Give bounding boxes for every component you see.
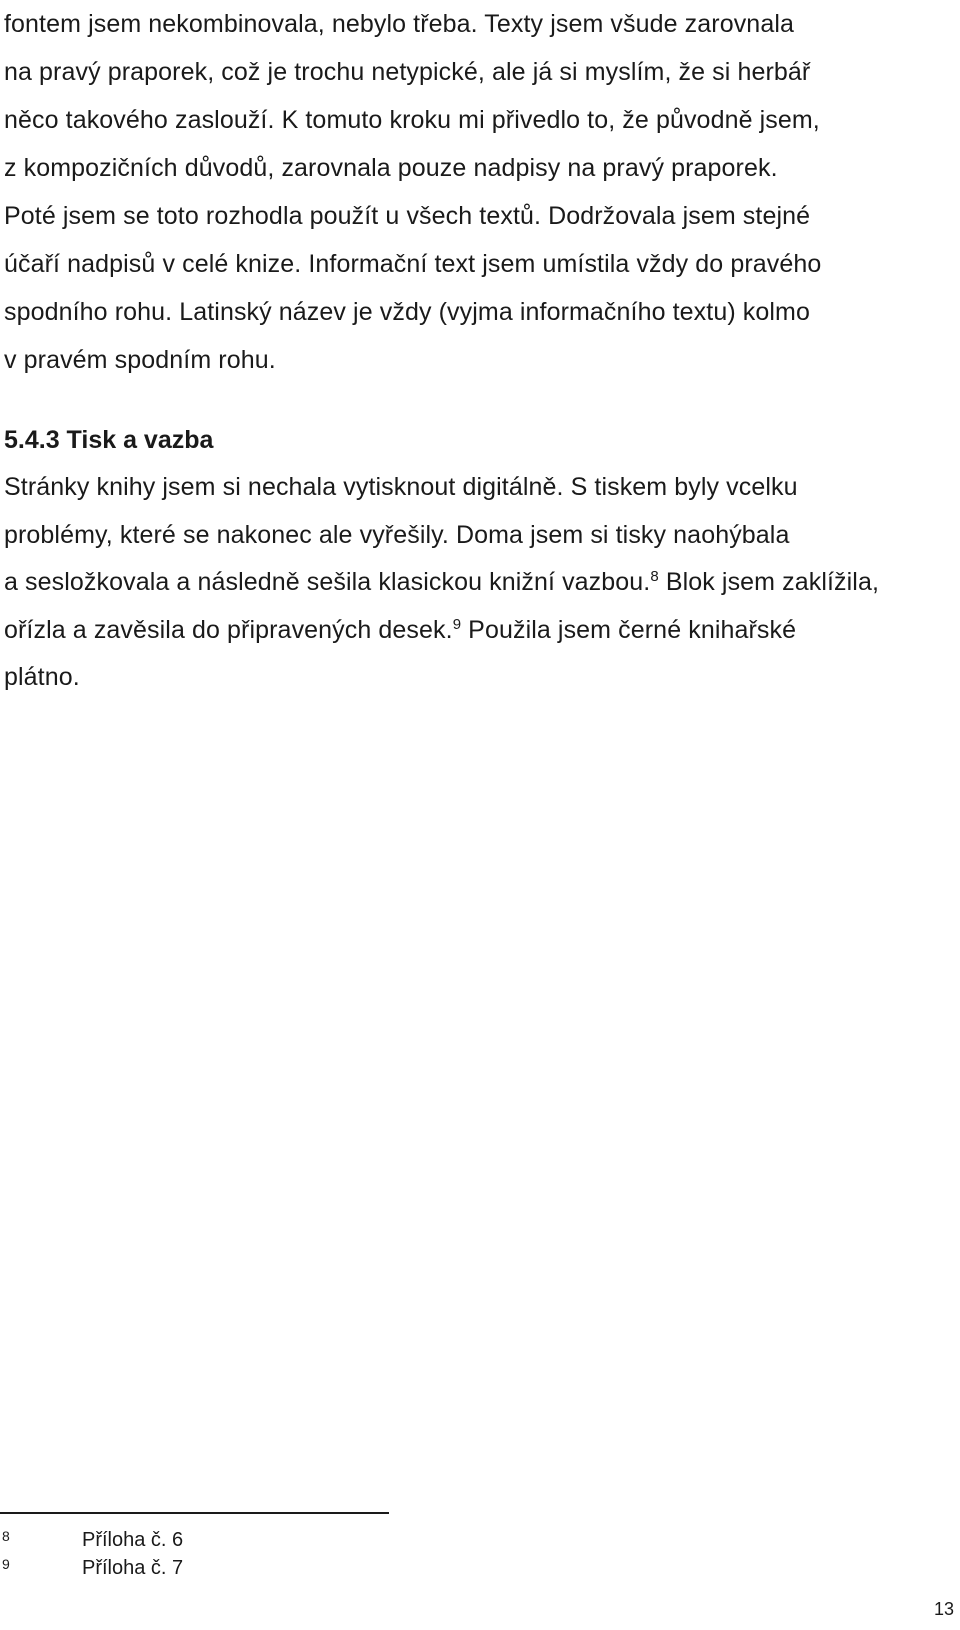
paragraph-print-binding <box>4 464 954 702</box>
footnote-text: Příloha č. 7 <box>82 1557 184 1579</box>
footnote <box>0 1526 400 1554</box>
paragraph-line: v pravém spodním rohu. <box>4 346 276 374</box>
footnote <box>0 1554 400 1582</box>
page-number: 13 <box>933 1599 954 1619</box>
paragraph-line: spodního rohu. Latinský název je vždy (vyjma informačního textu) kolmo <box>4 298 810 326</box>
paragraph-line: na pravý praporek, což je trochu netypické, ale já si myslím, že si herbář <box>4 58 811 86</box>
section-heading: 5.4.3 Tisk a vazba <box>4 426 214 454</box>
paragraph-line: fontem jsem nekombinovala, nebylo třeba. Texty jsem všude zarovnala <box>4 10 794 38</box>
paragraph-line: Stránky knihy jsem si nechala vytisknout digitálně. S tiskem byly vcelku <box>4 473 798 501</box>
paragraph-line: něco takového zaslouží. K tomuto kroku mi přivedlo to, že původně jsem, <box>4 106 820 134</box>
paragraph-line: problémy, které se nakonec ale vyřešily. Doma jsem si tisky naohýbala <box>4 520 790 549</box>
paragraph-line: Poté jsem se toto rozhodla použít u všech textů. Dodržovala jsem stejné <box>4 202 811 230</box>
footnote-number: 8 <box>2 1528 10 1544</box>
footnote-reference[interactable]: 9 <box>452 615 462 633</box>
line-text: a sesložkovala a následně sešila klasickou knižní vazbou. <box>4 568 651 596</box>
footnote-separator <box>0 1512 389 1514</box>
line-text: ořízla a zavěsila do připravených desek. <box>4 615 453 644</box>
paragraph-line: účaří nadpisů v celé knize. Informační text jsem umístila vždy do pravého <box>4 250 822 278</box>
line-text: Blok jsem zaklížila, <box>658 568 880 596</box>
footnote-number: 9 <box>2 1556 10 1572</box>
paragraph-line <box>4 559 954 607</box>
paragraph-line: z kompozičních důvodů, zarovnala pouze nadpisy na pravý praporek. <box>4 154 778 182</box>
line-text: Použila jsem černé knihařské <box>461 615 797 644</box>
paragraph-line: plátno. <box>4 663 80 691</box>
paragraph-typography <box>4 0 954 384</box>
footnote-text: Příloha č. 6 <box>82 1529 184 1551</box>
paragraph-line <box>4 607 954 655</box>
footnote-reference[interactable]: 8 <box>650 568 659 585</box>
